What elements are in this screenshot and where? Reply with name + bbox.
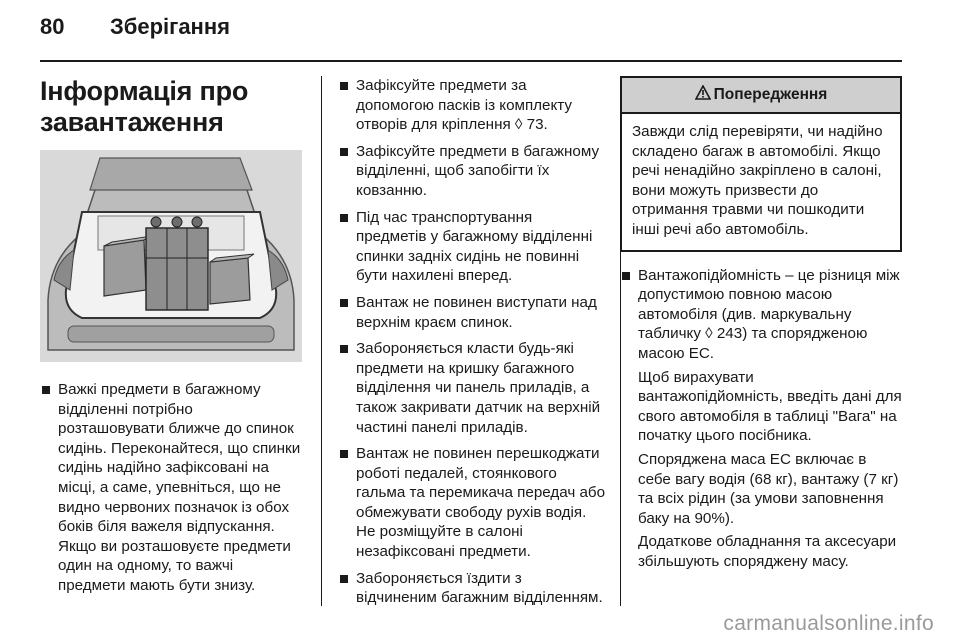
paragraph: Споряджена маса ЕС включає в себе вагу водія (68 кг), вантажу (7 кг) та всіх рідин (за умови заповнення баку на 90%). (638, 450, 899, 527)
trunk-drawing (40, 150, 302, 362)
list-item: Забороняється класти будь-які предмети на кришку багажного відділення чи панель приладів, а також закривати датчик на верхній частині панелі приладів. (338, 339, 606, 437)
warning-text: Завжди слід перевіряти, чи надійно складено багаж в автомобілі. Якщо речі ненадійно закріплено в салоні, вони можуть призвести до отримання травми чи пошкодити інші речі або автомобіль. (632, 123, 883, 238)
list-item: Вантаж не повинен перешкоджати роботі педалей, стоянкового гальма та перемикача передач або обмежувати свободу рухів водія. Не розміщуйте в салоні незафіксовані предмети. (338, 444, 606, 562)
list-item: Зафіксуйте предмети в багажному відділенні, щоб запобігти їх ковзанню. (338, 142, 606, 201)
list-item: Забороняється їздити з відчиненим багажним відділенням. (338, 569, 606, 608)
paragraph: Додаткове обладнання та аксесуари збільшують споряджену масу. (638, 533, 897, 570)
list-item: Зафіксуйте предмети за допомогою пасків із комплекту отворів для кріплення ◊ 73. (338, 76, 606, 135)
warning-triangle-icon (695, 85, 711, 105)
list-item: Під час транспортування предметів у багажному відділенні спинки задніх сидінь не повинні бути нахилені вперед. (338, 208, 606, 286)
column-1 (40, 76, 302, 603)
list-item: Важкі предмети в багажному відділенні потрібно розташовувати ближче до спинок сидінь. Переконайтеся, що спинки сидінь надійно зафіксовані на місці, а саме, упевніться, що не видно червоних позначок із обох боків біля важеля відпускання. Якщо ви розташовуєте предмети один на одному, то важчі предмети мають бути знизу. (40, 380, 302, 596)
watermark: carmanualsonline.info (723, 612, 934, 635)
cargo-list-1 (40, 380, 302, 596)
page-number: 80 (40, 14, 65, 39)
paragraph: Щоб вирахувати вантажопідйомність, введіть дані для свого автомобіля в таблиці "Вага" на початку цього посібника. (638, 368, 902, 445)
column-2 (338, 76, 606, 615)
cargo-list-3 (620, 266, 902, 572)
page-title: Інформація про завантаження (40, 76, 249, 137)
section-title: Зберігання (110, 14, 230, 39)
list-item (620, 266, 902, 572)
page-header (40, 14, 230, 48)
warning-title: Попередження (713, 86, 828, 103)
paragraph: Вантажопідйомність – це різниця між допустимою повною масою автомобіля (див. маркувальну табличку ◊ 243) та спорядженою масою ЕС. (638, 266, 900, 362)
column-divider (321, 76, 322, 606)
trunk-illustration (40, 150, 302, 362)
column-3 (620, 76, 902, 578)
list-item: Вантаж не повинен виступати над верхнім краєм спинок. (338, 293, 606, 332)
warning-header (622, 78, 900, 114)
cargo-list-2 (338, 76, 606, 608)
header-rule (40, 60, 902, 62)
warning-box (620, 76, 902, 252)
